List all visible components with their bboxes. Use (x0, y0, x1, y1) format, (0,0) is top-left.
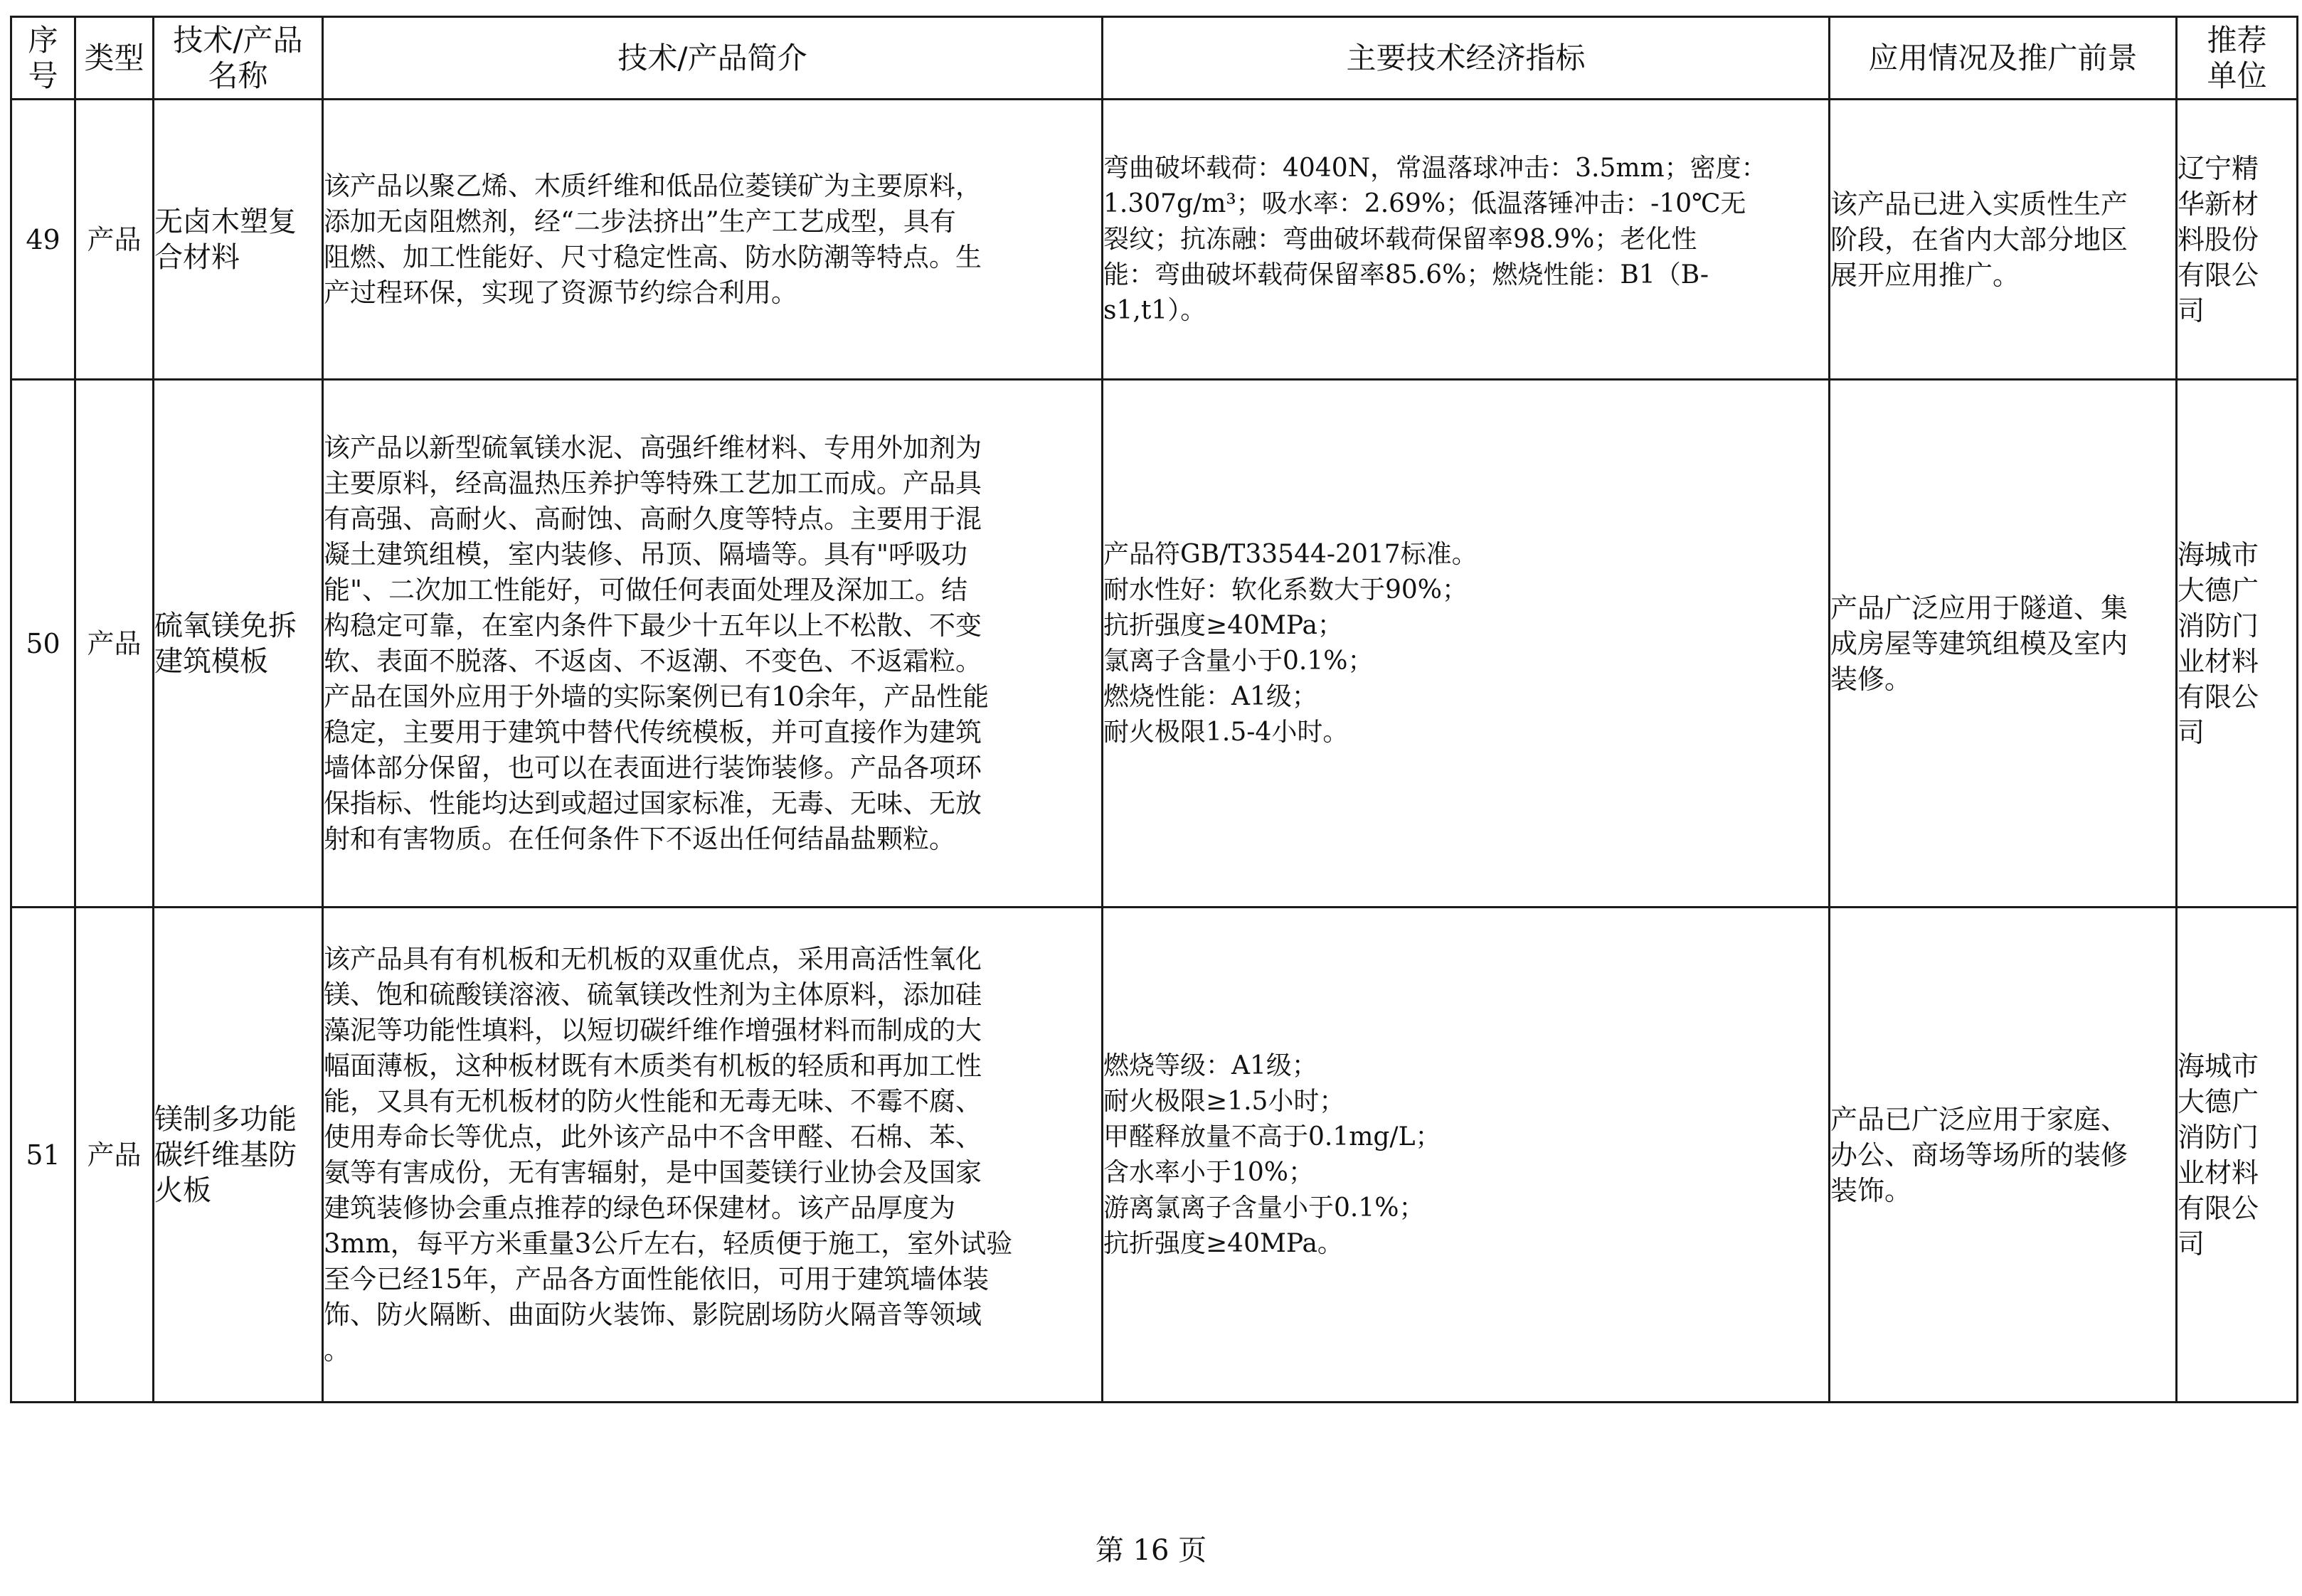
table-row (11, 908, 2298, 1403)
header-recommender: 推荐 单位 (2177, 17, 2298, 100)
header-indicators: 主要技术经济指标 (1103, 17, 1830, 100)
header-row (11, 17, 2298, 100)
table-row (11, 380, 2298, 908)
row-indicators: 弯曲破坏载荷：4040N，常温落球冲击：3.5mm；密度： 1.307g/m³；吸水率：2.69%；低温落锤冲击：-10℃无 裂纹；抗冻融：弯曲破坏载荷保留率98.9%；老化性 能：弯曲破坏载荷保留率85.6%；燃烧性能：B1（B- s1,t1）。 (1103, 100, 1830, 380)
table-row (11, 100, 2298, 380)
header-intro: 技术/产品简介 (323, 17, 1103, 100)
row-recommender: 辽宁精 华新材 料股份 有限公 司 (2177, 100, 2298, 380)
header-seq: 序 号 (11, 17, 75, 100)
row-intro: 该产品以聚乙烯、木质纤维和低品位菱镁矿为主要原料， 添加无卤阻燃剂，经“二步法挤出”生产工艺成型，具有 阻燃、加工性能好、尺寸稳定性高、防水防潮等特点。生 产过程环保，实现了资源节约综合利用。 (323, 100, 1103, 380)
row-type: 产品 (75, 908, 154, 1403)
row-seq: 51 (11, 908, 75, 1403)
row-seq: 50 (11, 380, 75, 908)
row-application: 该产品已进入实质性生产 阶段，在省内大部分地区 展开应用推广。 (1830, 100, 2177, 380)
header-name: 技术/产品 名称 (154, 17, 323, 100)
row-name: 无卤木塑复 合材料 (154, 100, 323, 380)
row-recommender: 海城市 大德广 消防门 业材料 有限公 司 (2177, 908, 2298, 1403)
row-name: 镁制多功能 碳纤维基防 火板 (154, 908, 323, 1403)
row-application: 产品已广泛应用于家庭、 办公、商场等场所的装修 装饰。 (1830, 908, 2177, 1403)
header-application: 应用情况及推广前景 (1830, 17, 2177, 100)
page-number: 第 16 页 (1095, 1534, 1207, 1567)
product-table (10, 16, 2298, 1403)
row-indicators: 燃烧等级：A1级； 耐火极限≥1.5小时； 甲醛释放量不高于0.1mg/L； 含水率小于10%； 游离氯离子含量小于0.1%； 抗折强度≥40MPa。 (1103, 908, 1830, 1403)
row-intro: 该产品具有有机板和无机板的双重优点，采用高活性氧化 镁、饱和硫酸镁溶液、硫氧镁改性剂为主体原料，添加硅 藻泥等功能性填料，以短切碳纤维作增强材料而制成的大 幅面薄板，这种板材既有木质类有机板的轻质和再加工性 能，又具有无机板材的防火性能和无毒无味、不霉不腐、 使用寿命长等优点，此外该产品中不含甲醛、石棉、苯、 氨等有害成份，无有害辐射，是中国菱镁行业协会及国家 建筑装修协会重点推荐的绿色环保建材。该产品厚度为 3mm，每平方米重量3公斤左右，轻质便于施工，室外试验 至今已经15年，产品各方面性能依旧，可用于建筑墙体装 饰、防火隔断、曲面防火装饰、影院剧场防火隔音等领域 。 (323, 908, 1103, 1403)
header-type: 类型 (75, 17, 154, 100)
row-type: 产品 (75, 100, 154, 380)
row-recommender: 海城市 大德广 消防门 业材料 有限公 司 (2177, 380, 2298, 908)
row-intro: 该产品以新型硫氧镁水泥、高强纤维材料、专用外加剂为 主要原料，经高温热压养护等特殊工艺加工而成。产品具 有高强、高耐火、高耐蚀、高耐久度等特点。主要用于混 凝土建筑组模，室内装修、吊顶、隔墙等。具有"呼吸功 能"、二次加工性能好，可做任何表面处理及深加工。结 构稳定可靠，在室内条件下最少十五年以上不松散、不变 软、表面不脱落、不返卤、不返潮、不变色、不返霜粒。 产品在国外应用于外墙的实际案例已有10余年，产品性能 稳定，主要用于建筑中替代传统模板，并可直接作为建筑 墙体部分保留，也可以在表面进行装饰装修。产品各项环 保指标、性能均达到或超过国家标准，无毒、无味、无放 射和有害物质。在任何条件下不返出任何结晶盐颗粒。 (323, 380, 1103, 908)
row-seq: 49 (11, 100, 75, 380)
row-type: 产品 (75, 380, 154, 908)
row-indicators: 产品符GB/T33544-2017标准。 耐水性好：软化系数大于90%； 抗折强度≥40MPa； 氯离子含量小于0.1%； 燃烧性能：A1级； 耐火极限1.5-4小时。 (1103, 380, 1830, 908)
row-name: 硫氧镁免拆 建筑模板 (154, 380, 323, 908)
row-application: 产品广泛应用于隧道、集 成房屋等建筑组模及室内 装修。 (1830, 380, 2177, 908)
